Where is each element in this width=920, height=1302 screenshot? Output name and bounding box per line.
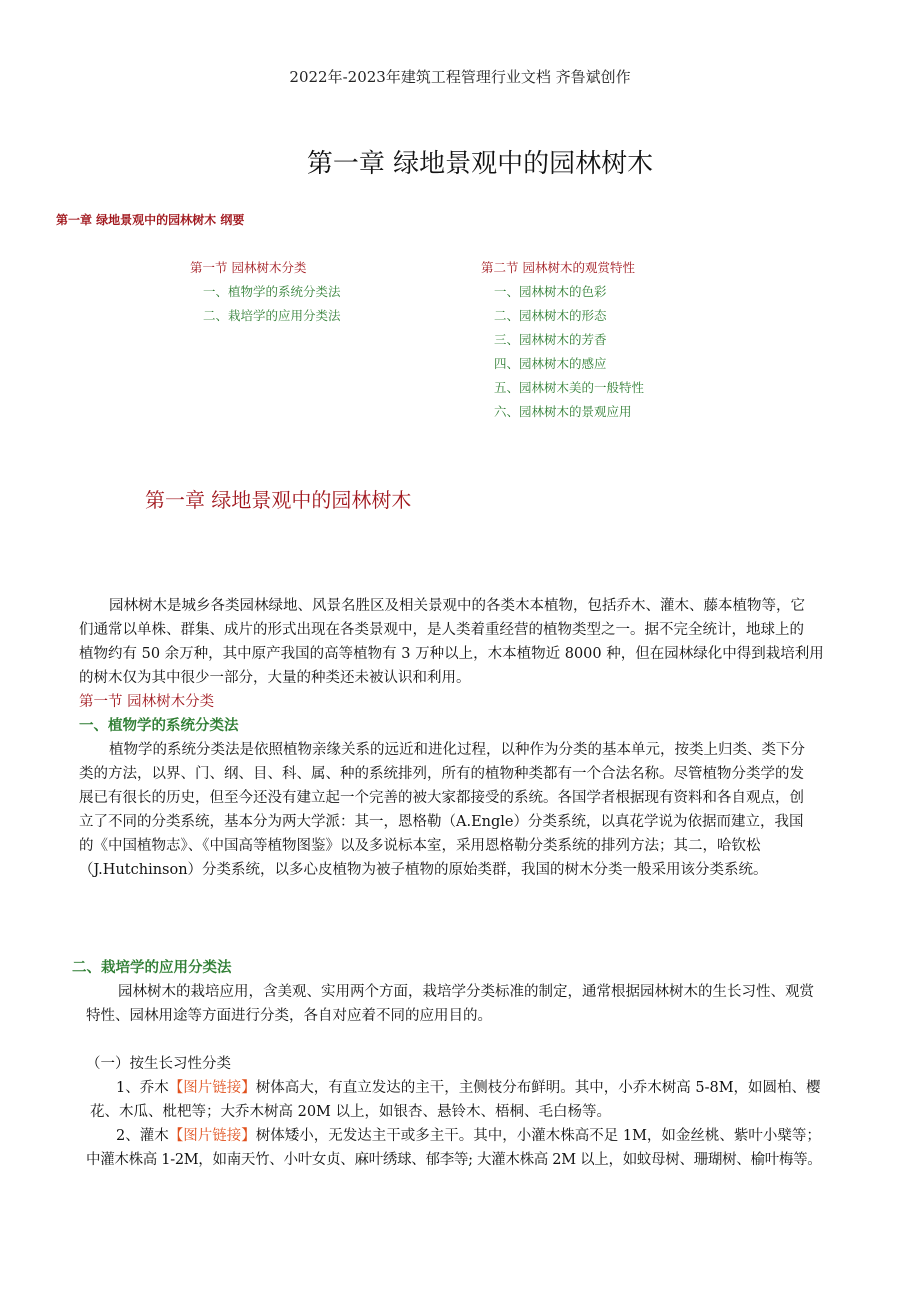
- toc-item[interactable]: 四、园林树木的感应: [494, 356, 607, 371]
- document-header: 2022年-2023年建筑工程管理行业文档 齐鲁斌创作: [289, 68, 631, 86]
- image-link[interactable]: 【图片链接】: [168, 1080, 256, 1096]
- chapter-heading: 第一章 绿地景观中的园林树木: [145, 488, 412, 512]
- text-line: 植物学的系统分类法是依照植物亲缘关系的远近和进化过程，以种作为分类的基本单元，按类上归类、类下分: [109, 742, 805, 758]
- toc-section-1: [190, 256, 341, 328]
- toc-item[interactable]: 二、园林树木的形态: [494, 308, 607, 323]
- group-heading: （一）按生长习性分类: [86, 1056, 231, 1072]
- text-line: 类的方法，以界、门、纲、目、科、属、种的系统排列，所有的植物种类都有一个合法名称。尽管植物分类学的发: [79, 766, 804, 782]
- text-line: 展已有很长的历史，但至今还没有建立起一个完善的被大家都接受的系统。各国学者根据现有资料和各自观点，创: [79, 790, 804, 806]
- subsection-heading: 一、植物学的系统分类法: [79, 718, 239, 734]
- list-item: [86, 1076, 916, 1100]
- section-1: [79, 690, 909, 882]
- text-line: 的树木仅为其中很少一部分，大量的种类还未被认识和利用。: [79, 670, 471, 686]
- image-link[interactable]: 【图片链接】: [168, 1128, 256, 1144]
- item-prefix: 2、灌木: [116, 1128, 169, 1144]
- toc-item[interactable]: 三、园林树木的芳香: [494, 332, 607, 347]
- toc-section-label[interactable]: 第一节 园林树木分类: [190, 260, 307, 275]
- item-text: 树体高大，有直立发达的主干，主侧枝分布鲜明。其中，小乔木树高 5-8M，如圆柏、樱: [255, 1080, 821, 1096]
- toc-section-label[interactable]: 第二节 园林树木的观赏特性: [481, 260, 635, 275]
- toc-item[interactable]: 五、园林树木美的一般特性: [494, 380, 645, 395]
- item-text: 树体矮小，无发达主干或多主干。其中，小灌木株高不足 1M，如金丝桃、紫叶小檗等；: [255, 1128, 821, 1144]
- toc-item[interactable]: 一、园林树木的色彩: [494, 284, 607, 299]
- toc-item[interactable]: 一、植物学的系统分类法: [203, 284, 341, 299]
- text-line: 植物约有 50 余万种，其中原产我国的高等植物有 3 万种以上，木本植物近 8000 种，但在园林绿化中得到栽培利用: [79, 646, 824, 662]
- text-line: 花、木瓜、枇杷等；大乔木树高 20M 以上，如银杏、悬铃木、梧桐、毛白杨等。: [90, 1104, 612, 1120]
- intro-paragraph: [79, 594, 909, 690]
- growth-habit-group: [86, 1052, 916, 1172]
- section-heading: 第一节 园林树木分类: [79, 694, 215, 710]
- toc-section-2: [481, 256, 644, 424]
- text-line: 立了不同的分类系统，基本分为两大学派：其一，恩格勒（A.Engle）分类系统，以真花学说为依据而建立，我国: [79, 814, 804, 830]
- page-title: 第一章 绿地景观中的园林树木: [306, 149, 654, 179]
- item-prefix: 1、乔木: [116, 1080, 169, 1096]
- text-line: 园林树木的栽培应用，含美观、实用两个方面，栽培学分类标准的制定，通常根据园林树木的生长习性、观赏: [118, 984, 814, 1000]
- toc-item[interactable]: 二、栽培学的应用分类法: [203, 308, 341, 323]
- text-line: 中灌木株高 1-2M，如南天竹、小叶女贞、麻叶绣球、郁李等; 大灌木株高 2M 以上，如蚊母树、珊瑚树、榆叶梅等。: [86, 1152, 822, 1168]
- subsection-heading: 二、栽培学的应用分类法: [72, 960, 232, 976]
- text-line: 的《中国植物志》、《中国高等植物图鉴》以及多说标本室，采用恩格勒分类系统的排列方法；其二，哈钦松: [79, 838, 761, 854]
- toc-item[interactable]: 六、园林树木的景观应用: [494, 404, 632, 419]
- text-line: 园林树木是城乡各类园林绿地、风景名胜区及相关景观中的各类木本植物，包括乔木、灌木、藤本植物等，它: [109, 598, 805, 614]
- text-line: 特性、园林用途等方面进行分类，各自对应着不同的应用目的。: [86, 1008, 492, 1024]
- subsection-2: [72, 956, 902, 1028]
- text-line: 们通常以单株、群集、成片的形式出现在各类景观中，是人类着重经营的植物类型之一。据不完全统计，地球上的: [79, 622, 804, 638]
- outline-title: 第一章 绿地景观中的园林树木 纲要: [56, 213, 245, 227]
- list-item: [86, 1124, 916, 1148]
- text-line: （J.Hutchinson）分类系统，以多心皮植物为被子植物的原始类群，我国的树木分类一般采用该分类系统。: [79, 862, 768, 878]
